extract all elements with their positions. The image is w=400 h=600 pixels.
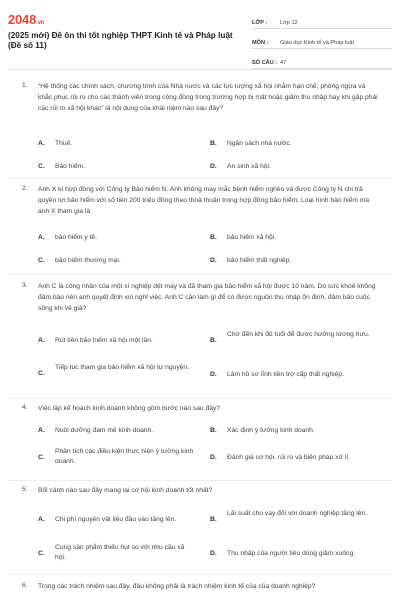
- subject-value: Giáo dục Kinh tế và Pháp luật: [280, 40, 355, 46]
- page-header: [0, 0, 400, 68]
- question-3: 3. Anh C là công nhân của một xí nghiệp dệt may và đã tham gia bảo hiểm xã hội được 10 năm. Do sức khoẻ không đảm bảo nên anh quyết định xin nghỉ việc. Anh C cần làm gì để có được nguồn thu nhập ổn định, đảm bảo cuộc sống khi về già? A. Rút tiền bảo hiểm xã hội một lần. B. Chờ đến khi đủ tuổi để được hưởng lương hưu. C. Tiếp tục tham gia bảo hiểm xã hội tự nguyện. D. Làm hồ sơ lĩnh tiền trợ cấp thất nghiệp.: [8, 282, 392, 392]
- exam-meta: [252, 13, 392, 73]
- question-text: Anh C là công nhân của một xí nghiệp dệt may và đã tham gia bảo hiểm xã hội được 10 năm. Do sức khoẻ không đảm bảo nên anh quyết định xin nghỉ việc. Anh C cần làm gì để có được nguồn thu nhập ổn định, đảm bảo cuộc sống khi về già?: [38, 283, 376, 312]
- meta-subject: MÔN : Giáo dục Kinh tế và Pháp luật: [252, 33, 392, 49]
- site-logo[interactable]: 2048.vn: [8, 12, 45, 27]
- question-2: 2. Anh X kí hợp đồng với Công ty Bảo hiểm N. Anh không may mắc bệnh hiểm nghèo và được Công ty N chi trả quyền lợi bảo hiểm với số tiền 200 triệu đồng theo thoả thuận trong hợp đồng bảo hiểm. Loại hình bảo hiểm mà anh X tham gia là A. bảo hiểm y tế. B. bảo hiểm xã hội. C. bảo hiểm thương mại. D. bảo hiểm thất nghiệp.: [8, 185, 392, 273]
- meta-question-count: SỐ CÂU : 47: [252, 53, 392, 69]
- question-text: Trong các trách nhiệm sau đây, đâu không phải là trách nhiệm kinh tế của của doanh nghiệp?: [38, 583, 316, 590]
- question-divider: [8, 574, 392, 575]
- question-1: 1. “Hệ thống các chính sách, chương trình của Nhà nước và các lực lượng xã hội nhằm hạn chế, phòng ngừa và khắc phục rủi ro cho các thành viên trong cộng đồng trong trường hợp bị mất hoặc giảm thu nhập hay khi gặp phải các rủi ro xã hội khác” là nội dung của khái niệm nào sau đây? A. Thuế. B. Ngân sách nhà nước. C. Bảo hiểm. D. An sinh xã hội.: [22, 82, 378, 170]
- header-divider: [8, 69, 392, 70]
- question-text: “Hệ thống các chính sách, chương trình của Nhà nước và các lực lượng xã hội nhằm hạn chế, phòng ngừa và khắc phục rủi ro cho các thành viên trong cộng đồng trong trường hợp bị mất hoặc giảm thu nhập hay khi gặp phải các rủi ro xã hội khác” là nội dung của khái niệm nào sau đây?: [38, 83, 378, 112]
- question-text: Việc lập kế hoạch kinh doanh không gồm bước nào sau đây?: [38, 405, 220, 412]
- exam-title: (2025 mới) Đề ôn thi tốt nghiệp THPT Kinh tế và Pháp luật (Đề số 11): [8, 31, 233, 50]
- question-divider: [8, 480, 392, 481]
- question-text: Bối cảnh nào sau đây mang lại cơ hội kinh doanh tốt nhất?: [38, 487, 213, 494]
- question-4: 4. Việc lập kế hoạch kinh doanh không gồm bước nào sau đây? A. Nuôi dưỡng đam mê kinh doanh. B. Xác định ý tưởng kinh doanh. C. Phân tích các điều kiện thực hiện ý tưởng kinh doanh. D. Đánh giá cơ hội, rủi ro và biện pháp xử lí.: [8, 404, 392, 478]
- question-divider: [8, 178, 392, 179]
- question-divider: [8, 274, 392, 275]
- meta-grade: LỚP : Lớp 12: [252, 13, 392, 29]
- question-text: Anh X kí hợp đồng với Công ty Bảo hiểm N. Anh không may mắc bệnh hiểm nghèo và được Công ty N chi trả quyền lợi bảo hiểm với số tiền 200 triệu đồng theo thoả thuận trong hợp đồng bảo hiểm. Loại hình bảo hiểm mà anh X tham gia là: [38, 186, 370, 215]
- question-6: 6. Trong các trách nhiệm sau đây, đâu không phải là trách nhiệm kinh tế của của doanh nghiệp?: [8, 582, 392, 598]
- grade-value: Lớp 12: [280, 20, 298, 26]
- question-divider: [8, 398, 392, 399]
- question-5: 5. Bối cảnh nào sau đây mang lại cơ hội kinh doanh tốt nhất? A. Chi phí nguyên vật liệu đầu vào tăng lên. B. Lãi suất cho vay đối với doanh nghiệp tăng lên. C. Cung sản phẩm thiếu hụt so với nhu cầu xã hội. D. Thu nhập của người tiêu dùng giảm xuống.: [8, 486, 392, 572]
- question-count-value: 47: [280, 60, 287, 66]
